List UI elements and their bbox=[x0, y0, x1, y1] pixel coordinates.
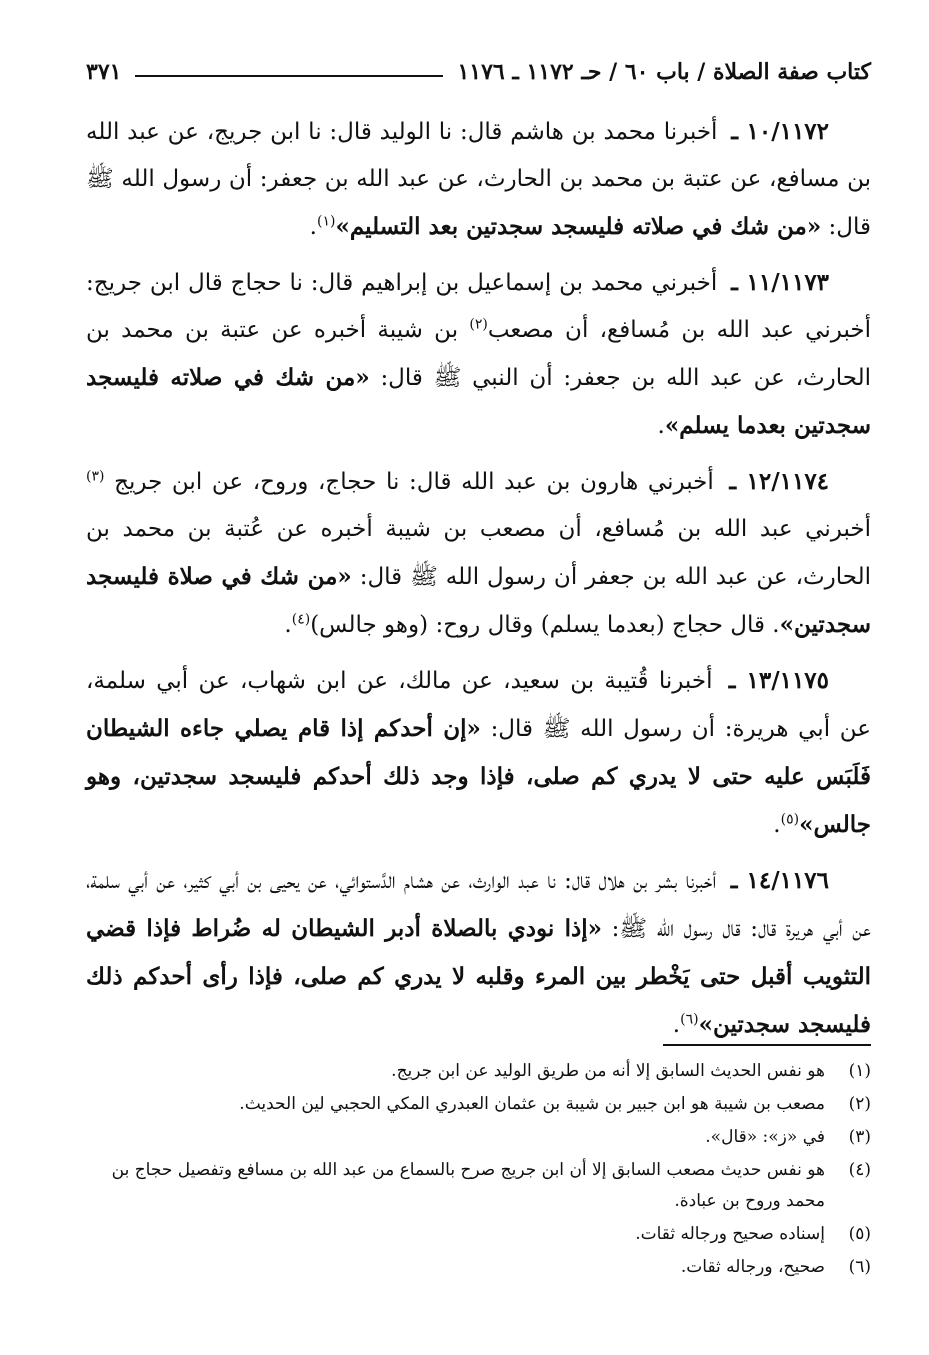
hadith-1174 bbox=[86, 458, 871, 649]
end-punctuation: . bbox=[773, 812, 781, 838]
footnote-separator bbox=[663, 1044, 871, 1046]
header-rule bbox=[135, 75, 443, 77]
footnote-number: (٢) bbox=[848, 1094, 871, 1114]
running-title: كتاب صفة الصلاة / باب ٦٠ / حـ ١١٧٢ ـ ١١٧٦ bbox=[457, 59, 871, 85]
footnote-ref: (٣) bbox=[86, 468, 105, 485]
hadith-variants: . قال حجاج (بعدما يسلم) وقال روح: (وهو جالس) bbox=[310, 612, 780, 638]
footnote-ref: (٤) bbox=[291, 611, 311, 628]
footnote-text: إسناده صحيح ورجاله ثقات. bbox=[635, 1224, 825, 1244]
hadith-number: ١٠/١١٧٢ ـ bbox=[731, 118, 830, 145]
hadith-matn: «إذا نودي بالصلاة أدبر الشيطان له ضُراط فإذا قضي التثويب أقبل حتى يَخْطر بين المرء وقلبه لا يدري كم صلى، فإذا رأى أحدكم ذلك فليسجد سجدتين» bbox=[86, 915, 871, 1038]
hadith-chain: أخبرني هارون بن عبد الله قال: نا حجاج، وروح، عن ابن جريج bbox=[114, 469, 714, 495]
end-punctuation: . bbox=[309, 214, 317, 240]
hadith-number: ١٣/١١٧٥ ـ bbox=[728, 667, 830, 694]
footnote-text: هو نفس حديث مصعب السابق إلا أن ابن جريج صرح بالسماع من عبد الله بن مسافع وتفصيل حجاج بن محمد وروح بن عبادة. bbox=[111, 1160, 825, 1211]
hadith-chain-continued: أخبرني عبد الله بن مُسافع، أن مصعب بن شيبة أخبره عن عُتبة بن محمد بن الحارث، عن عبد الله بن جعفر أن رسول الله ﷺ قال: bbox=[86, 516, 872, 590]
footnote-6 bbox=[86, 1252, 871, 1283]
footnote-2 bbox=[86, 1089, 871, 1120]
hadith-matn: «من شك في صلاة فليسجد سجدتين» bbox=[86, 563, 871, 638]
hadith-1176 bbox=[86, 857, 871, 1049]
footnote-number: (٤) bbox=[848, 1160, 871, 1180]
footnote-number: (٥) bbox=[848, 1224, 871, 1244]
hadith-number: ١٢/١١٧٤ ـ bbox=[729, 468, 830, 495]
footnote-text: مصعب بن شيبة هو ابن جبير بن شيبة بن عثمان العبدري المكي الحجبي لين الحديث. bbox=[239, 1094, 825, 1114]
end-punctuation: . bbox=[672, 1012, 681, 1038]
footnote-text: صحيح، ورجاله ثقات. bbox=[680, 1257, 825, 1277]
end-punctuation: . bbox=[657, 413, 665, 439]
hadith-chain: أخبرنا محمد بن هاشم قال: نا الوليد قال: نا ابن جريج، عن عبد الله بن مسافع، عن عتبة بن محمد بن الحارث، عن عبد الله بن جعفر: أن رسول الله ﷺ قال: bbox=[86, 119, 871, 240]
footnote-5 bbox=[86, 1219, 871, 1250]
hadith-matn: «من شك في صلاته فليسجد سجدتين بعدما يسلم» bbox=[86, 364, 871, 439]
footnote-4 bbox=[86, 1155, 871, 1217]
footnote-text: هو نفس الحديث السابق إلا أنه من طريق الوليد عن ابن جريج. bbox=[391, 1061, 825, 1081]
footnote-ref: (٥) bbox=[780, 811, 800, 828]
hadith-1173 bbox=[86, 259, 871, 450]
hadith-matn: «إن أحدكم إذا قام يصلي جاءه الشيطان فَلَبَس عليه حتى لا يدري كم صلى، فإذا وجد ذلك أحدكم فليسجد سجدتين، وهو جالس» bbox=[86, 715, 871, 838]
hadith-chain: أخبرنا بشر بن هلال قال: نا عبد الوارث، عن هشام الدَّستوائي، عن يحيى بن أبي كثير، عن أبي سلمة، عن أبي هريرة قال: قال رسول الله ﷺ: bbox=[86, 868, 872, 942]
footnote-number: (٣) bbox=[848, 1127, 871, 1147]
end-punctuation: . bbox=[284, 612, 292, 638]
hadith-chain: أخبرنا قُتيبة بن سعيد، عن مالك، عن ابن شهاب، عن أبي سلمة، عن أبي هريرة: أن رسول الله ﷺ قال: bbox=[86, 668, 871, 742]
footnote-ref: (٦) bbox=[680, 1011, 699, 1028]
footnote-ref: (١) bbox=[316, 213, 336, 230]
hadith-chain: أخبرني محمد بن إسماعيل بن إبراهيم قال: نا حجاج قال ابن جريج: أخبرني عبد الله بن مُسافع، أن مصعب bbox=[86, 270, 871, 343]
footnote-1 bbox=[86, 1056, 871, 1087]
hadith-matn: «من شك في صلاته فليسجد سجدتين بعد التسليم» bbox=[335, 213, 822, 240]
hadith-list bbox=[86, 108, 871, 1057]
page-header bbox=[86, 52, 871, 92]
footnotes bbox=[86, 1056, 871, 1285]
hadith-1172 bbox=[86, 108, 871, 251]
hadith-chain-continued: بن شيبة أخبره عن عتبة بن محمد بن الحارث، عن عبد الله بن جعفر: أن النبي ﷺ قال: bbox=[86, 317, 872, 391]
hadith-1175 bbox=[86, 657, 871, 849]
footnote-number: (٦) bbox=[848, 1257, 871, 1277]
footnote-text: في «ز»: «قال». bbox=[705, 1127, 825, 1147]
footnote-3 bbox=[86, 1122, 871, 1153]
hadith-number: ١١/١١٧٣ ـ bbox=[731, 269, 830, 296]
footnote-ref: (٢) bbox=[469, 316, 488, 333]
hadith-number: ١٤/١١٧٦ ـ bbox=[730, 867, 830, 894]
footnote-number: (١) bbox=[848, 1061, 871, 1081]
page-number: ٣٧١ bbox=[86, 59, 122, 85]
